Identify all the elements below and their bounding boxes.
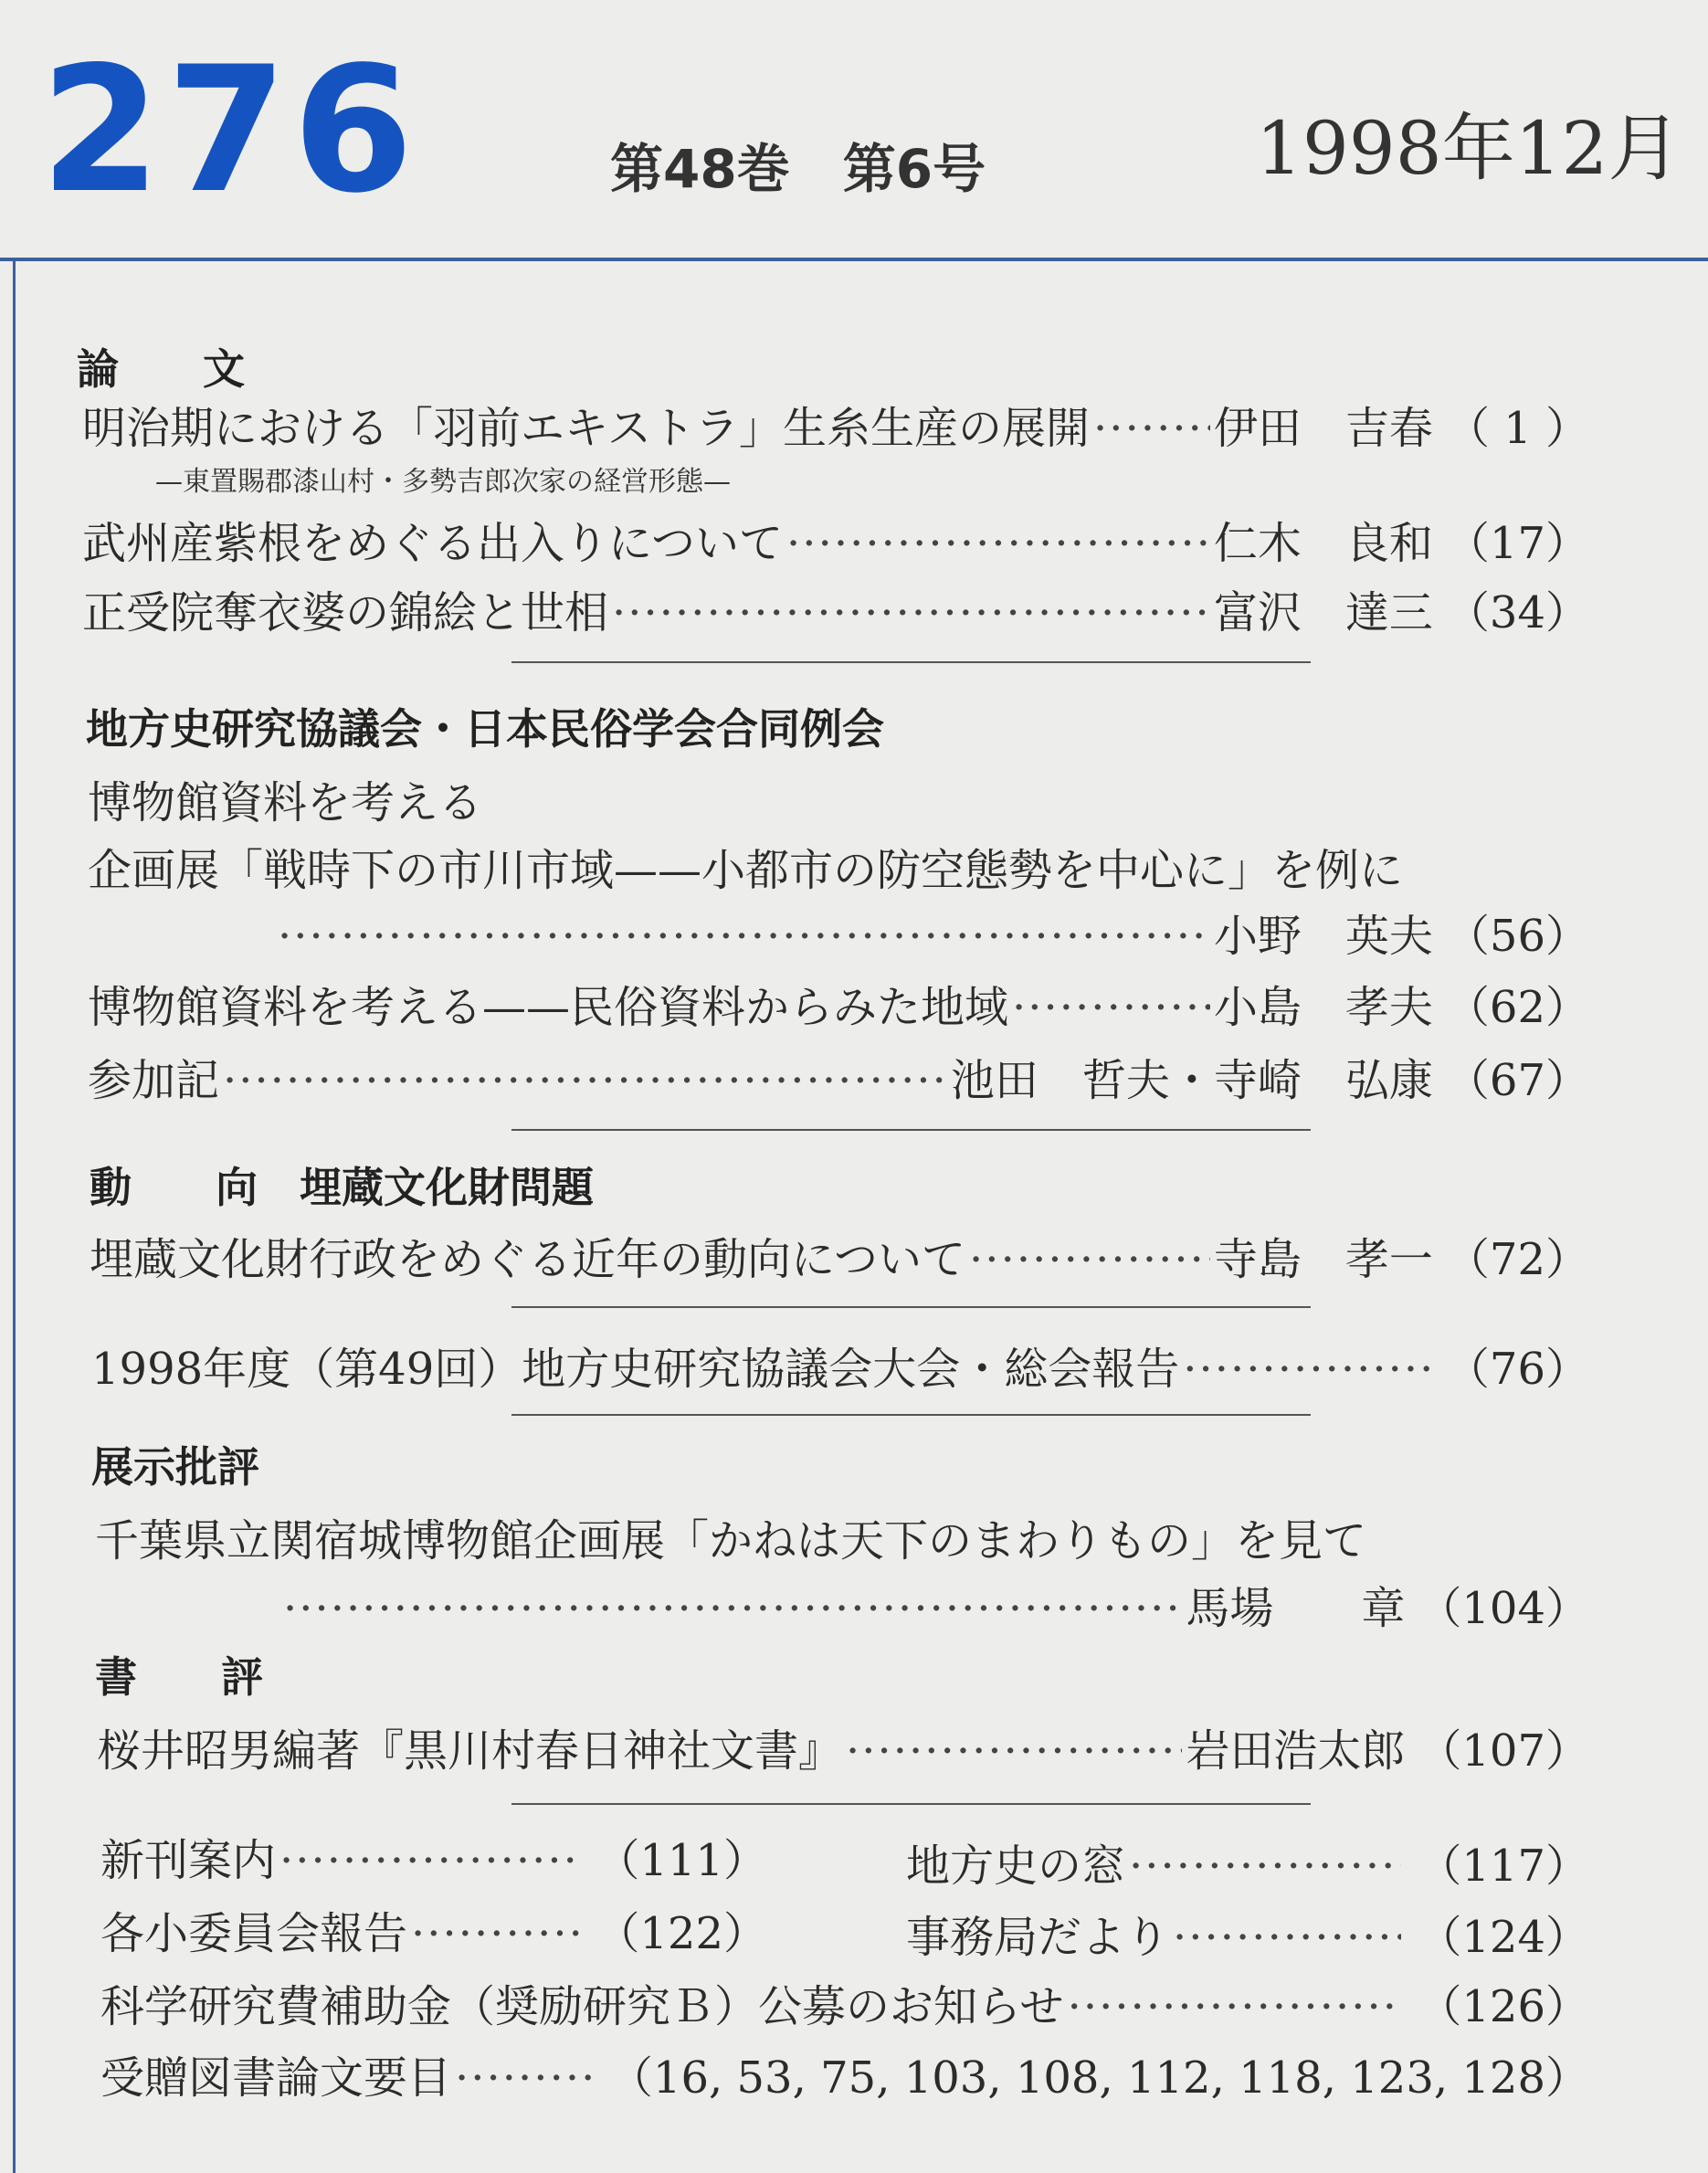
- toc-entry[interactable]: [274, 901, 1589, 964]
- entry-title: 桜井昭男編著『黒川村春日神社文書』: [97, 1725, 843, 1777]
- entry-page: （ 1 ）: [1445, 403, 1589, 454]
- entry-title: 科学研究費補助金（奨励研究Ｂ）公募のお知らせ: [100, 1981, 1064, 2032]
- entry-title: 1998年度（第49回）地方史研究協議会大会・総会報告: [91, 1344, 1180, 1395]
- entry-title: 受贈図書論文要目: [100, 2052, 452, 2104]
- leader-dots: [283, 1583, 1182, 1634]
- toc-entry[interactable]: [97, 1715, 1589, 1778]
- section-divider: [511, 1129, 1311, 1131]
- entry-page: （16, 53, 75, 103, 108, 112, 118, 123, 128）: [608, 2052, 1589, 2104]
- entry-title: 新刊案内: [100, 1835, 277, 1886]
- entry-page: （124）: [1418, 1912, 1589, 1963]
- entry-page: （62）: [1445, 982, 1589, 1033]
- entry-title: 埋蔵文化財行政をめぐる近年の動向について: [90, 1234, 966, 1285]
- leader-dots: [1173, 1912, 1401, 1963]
- issue-date: 1998年12月: [1256, 106, 1682, 191]
- entry-page: （107）: [1418, 1725, 1589, 1777]
- entry-title: 各小委員会報告: [100, 1908, 408, 1959]
- leader-dots: [846, 1725, 1182, 1777]
- entry-title: 博物館資料を考える——民俗資料からみた地域: [88, 982, 1009, 1033]
- entry-page: （56）: [1445, 911, 1589, 962]
- entry-subtitle: —東置賜郡漆山村・多勢吉郎次家の経営形態—: [155, 466, 731, 498]
- toc-entry[interactable]: [82, 577, 1589, 640]
- toc-entry[interactable]: [90, 1224, 1589, 1287]
- section-heading-doukou: 動 向 埋蔵文化財問題: [90, 1163, 594, 1212]
- entry-title: 地方史の窓: [906, 1841, 1126, 1892]
- issue-number: 276: [40, 29, 419, 231]
- entry-page: （104）: [1418, 1583, 1589, 1634]
- section-heading-joint-meeting: 地方史研究協議会・日本民俗学会合同例会: [86, 704, 884, 754]
- toc-entry-kagaku[interactable]: [100, 1971, 1589, 2034]
- toc-entry-juzo[interactable]: [100, 2042, 1589, 2105]
- joint-subheading: 博物館資料を考える: [88, 777, 483, 828]
- leader-dots: [612, 587, 1210, 638]
- toc-entry[interactable]: [88, 972, 1589, 1035]
- entry-author: 岩田浩太郎: [1186, 1725, 1406, 1777]
- entry-page: （17）: [1445, 518, 1589, 569]
- entry-author: 伊田 吉春: [1213, 403, 1433, 454]
- toc-entry[interactable]: [82, 508, 1589, 571]
- entry-title: 正受院奪衣婆の錦絵と世相: [82, 587, 609, 638]
- leader-dots: [279, 1835, 579, 1886]
- entry-author: 馬場 章: [1186, 1583, 1406, 1634]
- entry-author: 小野 英夫: [1213, 911, 1433, 962]
- leader-dots: [1093, 403, 1210, 454]
- section-heading-tenji: 展示批評: [91, 1442, 259, 1492]
- entry-author: 仁木 良和: [1213, 518, 1433, 569]
- entry-page: （72）: [1445, 1234, 1589, 1285]
- toc-entry-jimukyoku[interactable]: [906, 1902, 1589, 1965]
- entry-title: 武州産紫根をめぐる出入りについて: [82, 518, 784, 569]
- entry-author: 寺島 孝一: [1213, 1234, 1433, 1285]
- toc-entry-mado[interactable]: [906, 1830, 1589, 1893]
- entry-author: 小島 孝夫: [1213, 982, 1433, 1033]
- leader-dots: [1183, 1344, 1429, 1395]
- entry-page: （111）: [596, 1835, 767, 1886]
- entry-title: 明治期における「羽前エキストラ」生糸生産の展開: [82, 403, 1091, 454]
- volume-number: 第48巻 第6号: [610, 138, 986, 200]
- entry-page: （117）: [1418, 1841, 1589, 1892]
- leader-dots: [278, 911, 1210, 962]
- leader-dots: [1068, 1981, 1402, 2032]
- toc-entry-iinkai[interactable]: [100, 1898, 767, 1961]
- entry-page: （126）: [1418, 1981, 1589, 2032]
- entry-author: 富沢 達三: [1213, 587, 1433, 638]
- toc-entry[interactable]: [91, 1334, 1589, 1397]
- leader-dots: [1129, 1841, 1401, 1892]
- leader-dots: [455, 2052, 593, 2104]
- leader-dots: [969, 1234, 1210, 1285]
- entry-title: 千葉県立関宿城博物館企画展「かねは天下のまわりもの」を見て: [95, 1515, 1367, 1566]
- entry-page: （67）: [1445, 1055, 1589, 1106]
- toc-entry-shinkan[interactable]: [100, 1825, 767, 1888]
- entry-title: 事務局だより: [906, 1912, 1170, 1963]
- entry-page: （34）: [1445, 587, 1589, 638]
- entry-page: （76）: [1445, 1344, 1589, 1395]
- section-heading-ronbun: 論 文: [77, 344, 245, 394]
- entry-title: 参加記: [88, 1055, 220, 1106]
- toc-entry[interactable]: [82, 393, 1589, 456]
- entry-author: 池田 哲夫・寺崎 弘康: [950, 1055, 1433, 1106]
- leader-dots: [1012, 982, 1210, 1033]
- section-divider: [511, 661, 1311, 663]
- section-heading-shohyo: 書 評: [95, 1652, 263, 1702]
- leader-dots: [411, 1908, 579, 1959]
- leader-dots: [223, 1055, 947, 1106]
- toc-entry[interactable]: [279, 1573, 1589, 1636]
- section-divider: [511, 1414, 1311, 1416]
- leader-dots: [786, 518, 1210, 569]
- section-divider: [511, 1306, 1311, 1308]
- entry-title: 企画展「戦時下の市川市域——小都市の防空態勢を中心に」を例に: [88, 845, 1404, 896]
- entry-page: （122）: [596, 1908, 767, 1959]
- toc-entry[interactable]: [88, 1045, 1589, 1108]
- section-divider: [511, 1803, 1311, 1805]
